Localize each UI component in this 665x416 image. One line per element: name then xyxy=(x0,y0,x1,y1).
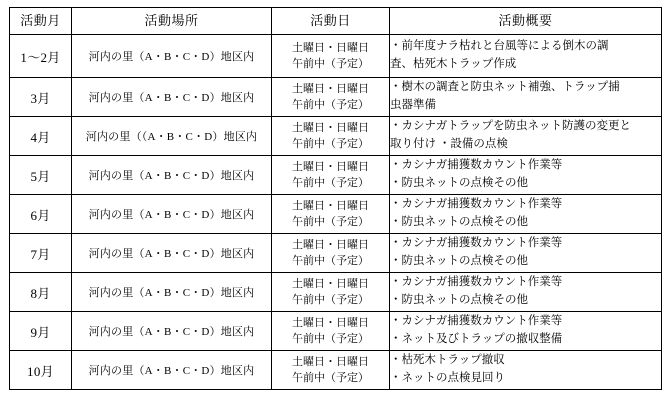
cell-description-line-1: ・カシナガ捕獲数カウント作業等 xyxy=(390,198,563,211)
cell-month: 6月 xyxy=(10,195,72,234)
table-header-row xyxy=(10,8,662,35)
cell-description-line-1: ・樹木の調査と防虫ネット補強、トラップ捕 xyxy=(390,81,620,94)
cell-date xyxy=(272,312,390,351)
cell-date-line-2: 午前中（予定） xyxy=(292,255,369,267)
cell-description xyxy=(390,195,662,234)
cell-description xyxy=(390,351,662,390)
cell-place: 河内の里（A・B・C・D）地区内 xyxy=(72,195,272,234)
cell-place: 河内の里（A・B・C・D）地区内 xyxy=(72,273,272,312)
cell-month: 3月 xyxy=(10,78,72,117)
activity-schedule-table xyxy=(9,7,662,390)
cell-place: 河内の里（A・B・C・D）地区内 xyxy=(72,78,272,117)
cell-date-line-1: 土曜日・日曜日 xyxy=(292,41,369,54)
cell-month: 8月 xyxy=(10,273,72,312)
cell-description-line-1: ・カシナガ捕獲数カウント作業等 xyxy=(390,159,563,172)
cell-date-line-2: 午前中（予定） xyxy=(292,294,369,306)
cell-date-line-2: 午前中（予定） xyxy=(292,177,369,189)
cell-description-line-1: ・前年度ナラ枯れと台風等による倒木の調 xyxy=(390,40,609,53)
cell-place: 河内の里（（A・B・C・D）地区内 xyxy=(72,117,272,156)
cell-date-line-2: 午前中（予定） xyxy=(292,58,369,70)
table-row xyxy=(10,35,662,78)
cell-date xyxy=(272,35,390,78)
cell-place: 河内の里（A・B・C・D）地区内 xyxy=(72,156,272,195)
cell-description-line-2: ・ネットの点検見回り xyxy=(390,372,505,384)
cell-description-line-2: ・防虫ネットの点検その他 xyxy=(390,255,528,267)
cell-place: 河内の里（A・B・C・D）地区内 xyxy=(72,234,272,273)
cell-month: 7月 xyxy=(10,234,72,273)
column-header-description: 活動概要 xyxy=(390,8,662,35)
cell-month: 9月 xyxy=(10,312,72,351)
cell-description xyxy=(390,273,662,312)
cell-description-line-2: ・防虫ネットの点検その他 xyxy=(390,177,528,189)
column-header-date: 活動日 xyxy=(272,8,390,35)
cell-month: 10月 xyxy=(10,351,72,390)
cell-date xyxy=(272,234,390,273)
cell-date-line-2: 午前中（予定） xyxy=(292,138,369,150)
cell-description-line-2: ・防虫ネットの点検その他 xyxy=(390,294,528,306)
table-row xyxy=(10,117,662,156)
column-header-place: 活動場所 xyxy=(72,8,272,35)
table-row xyxy=(10,195,662,234)
table-row xyxy=(10,234,662,273)
cell-description-line-1: ・カシナガトラップを防虫ネット防護の変更と xyxy=(390,120,632,133)
cell-date-line-2: 午前中（予定） xyxy=(292,99,369,111)
cell-date-line-2: 午前中（予定） xyxy=(292,372,369,384)
table-row xyxy=(10,351,662,390)
cell-description xyxy=(390,234,662,273)
cell-date xyxy=(272,195,390,234)
cell-description-line-2: ・防虫ネットの点検その他 xyxy=(390,216,528,228)
cell-date-line-1: 土曜日・日曜日 xyxy=(292,82,369,95)
cell-date-line-2: 午前中（予定） xyxy=(292,333,369,345)
cell-date-line-1: 土曜日・日曜日 xyxy=(292,355,369,368)
cell-date xyxy=(272,156,390,195)
cell-date xyxy=(272,117,390,156)
cell-date-line-1: 土曜日・日曜日 xyxy=(292,199,369,212)
cell-month: 1～2月 xyxy=(10,35,72,78)
cell-place: 河内の里（A・B・C・D）地区内 xyxy=(72,35,272,78)
cell-date-line-2: 午前中（予定） xyxy=(292,216,369,228)
table-body xyxy=(10,35,662,390)
column-header-month: 活動月 xyxy=(10,8,72,35)
table-row xyxy=(10,273,662,312)
cell-description xyxy=(390,156,662,195)
cell-date xyxy=(272,351,390,390)
cell-description-line-2: 査、枯死木トラップ作成 xyxy=(390,58,517,70)
cell-date xyxy=(272,78,390,117)
table-row xyxy=(10,312,662,351)
cell-description-line-1: ・カシナガ捕獲数カウント作業等 xyxy=(390,237,563,250)
cell-description-line-1: ・カシナガ捕獲数カウント作業等 xyxy=(390,315,563,328)
table-row xyxy=(10,156,662,195)
cell-date-line-1: 土曜日・日曜日 xyxy=(292,121,369,134)
cell-description-line-2: 取り付け ・設備の点検 xyxy=(390,138,508,150)
cell-description-line-1: ・枯死木トラップ撤収 xyxy=(390,354,505,367)
cell-description-line-2: ・ネット及びトラップの撤収整備 xyxy=(390,333,563,345)
cell-description-line-2: 虫器準備 xyxy=(390,99,436,111)
cell-description xyxy=(390,117,662,156)
cell-place: 河内の里（A・B・C・D）地区内 xyxy=(72,312,272,351)
table-row xyxy=(10,78,662,117)
cell-date-line-1: 土曜日・日曜日 xyxy=(292,277,369,290)
cell-date xyxy=(272,273,390,312)
cell-description xyxy=(390,312,662,351)
cell-description xyxy=(390,35,662,78)
cell-place: 河内の里（A・B・C・D）地区内 xyxy=(72,351,272,390)
cell-date-line-1: 土曜日・日曜日 xyxy=(292,316,369,329)
table-header xyxy=(10,8,662,35)
cell-description-line-1: ・カシナガ捕獲数カウント作業等 xyxy=(390,276,563,289)
cell-month: 5月 xyxy=(10,156,72,195)
cell-description xyxy=(390,78,662,117)
cell-date-line-1: 土曜日・日曜日 xyxy=(292,160,369,173)
cell-month: 4月 xyxy=(10,117,72,156)
cell-date-line-1: 土曜日・日曜日 xyxy=(292,238,369,251)
